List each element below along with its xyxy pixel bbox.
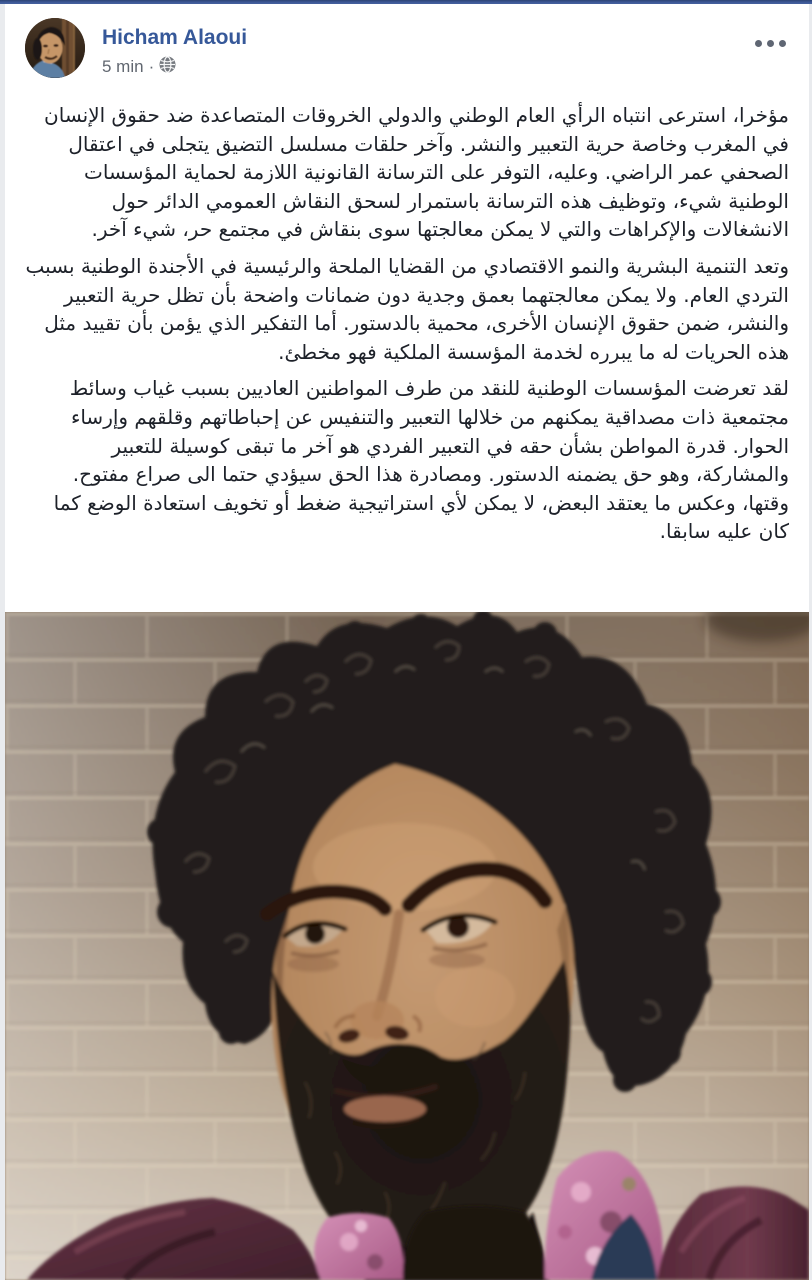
author-name-link[interactable]: Hicham Alaoui <box>102 26 248 49</box>
header-text <box>102 26 247 78</box>
post-photo[interactable] <box>5 612 809 1280</box>
avatar-image <box>25 18 85 78</box>
post-body-text <box>5 88 809 546</box>
post-header <box>5 4 809 88</box>
globe-icon <box>159 56 176 78</box>
post-paragraph: وتعد التنمية البشرية والنمو الاقتصادي من القضايا الملحة والرئيسية في الأجندة الوطنية بسبب التردي العام. ولا يمكن معالجتهما بعمق وجدية دون ضمانات واضحة بأن تظل حرية التعبير والنشر، ضمن حقوق الإنسان الأخرى، محمية بالدستور. أما التفكير الذي يؤمن بأن تقييد مثل هذه الحريات له ما يبرره لخدمة المؤسسة الملكية فهو مخطئ. <box>25 253 789 364</box>
portrait-image <box>5 612 809 1280</box>
timestamp[interactable]: 5 min <box>102 56 144 76</box>
post-paragraph: لقد تعرضت المؤسسات الوطنية للنقد من طرف المواطنين العاديين بسبب غياب وسائط مجتمعية ذات مصداقية يمكنهم من خلالها التعبير والتنفيس عن إحباطاتهم وقلقهم وإرساء الحوار. قدرة المواطن بشأن حقه في التعبير الفردي هو آخر ما تبقى كوسيلة للتعبير والمشاركة، وهو حق يضمنه الدستور. ومصادرة هذا الحق سيؤدي حتما الى صراع مفتوح. وقتها، وعكس ما يعتقد البعض، لا يمكن لأي استراتيجية ضغط أو تخويف استعادة الوضع كما كان عليه سابقا. <box>53 376 789 544</box>
post-meta <box>102 55 247 78</box>
ellipsis-icon[interactable] <box>751 36 790 51</box>
avatar[interactable] <box>25 18 85 78</box>
post-card <box>5 4 809 1280</box>
post-paragraph: مؤخرا، استرعى انتباه الرأي العام الوطني والدولي الخروقات المتصاعدة ضد حقوق الإنسان في المغرب وخاصة حرية التعبير والنشر. وآخر حلقات مسلسل التضيق يتجلى في اعتقال الصحفي عمر الراضي. وعليه، التوفر على الترسانة القانونية اللازمة لحماية المؤسسات الوطنية شيء، وتوظيف هذه الترسانة باستمرار لسحق النقاش العمومي الدائر حول الانشغالات والإكراهات والتي لا يمكن معالجتها سوى بنقاش في مجتمع حر، شيء آخر. <box>44 103 789 242</box>
meta-separator: · <box>148 56 155 76</box>
